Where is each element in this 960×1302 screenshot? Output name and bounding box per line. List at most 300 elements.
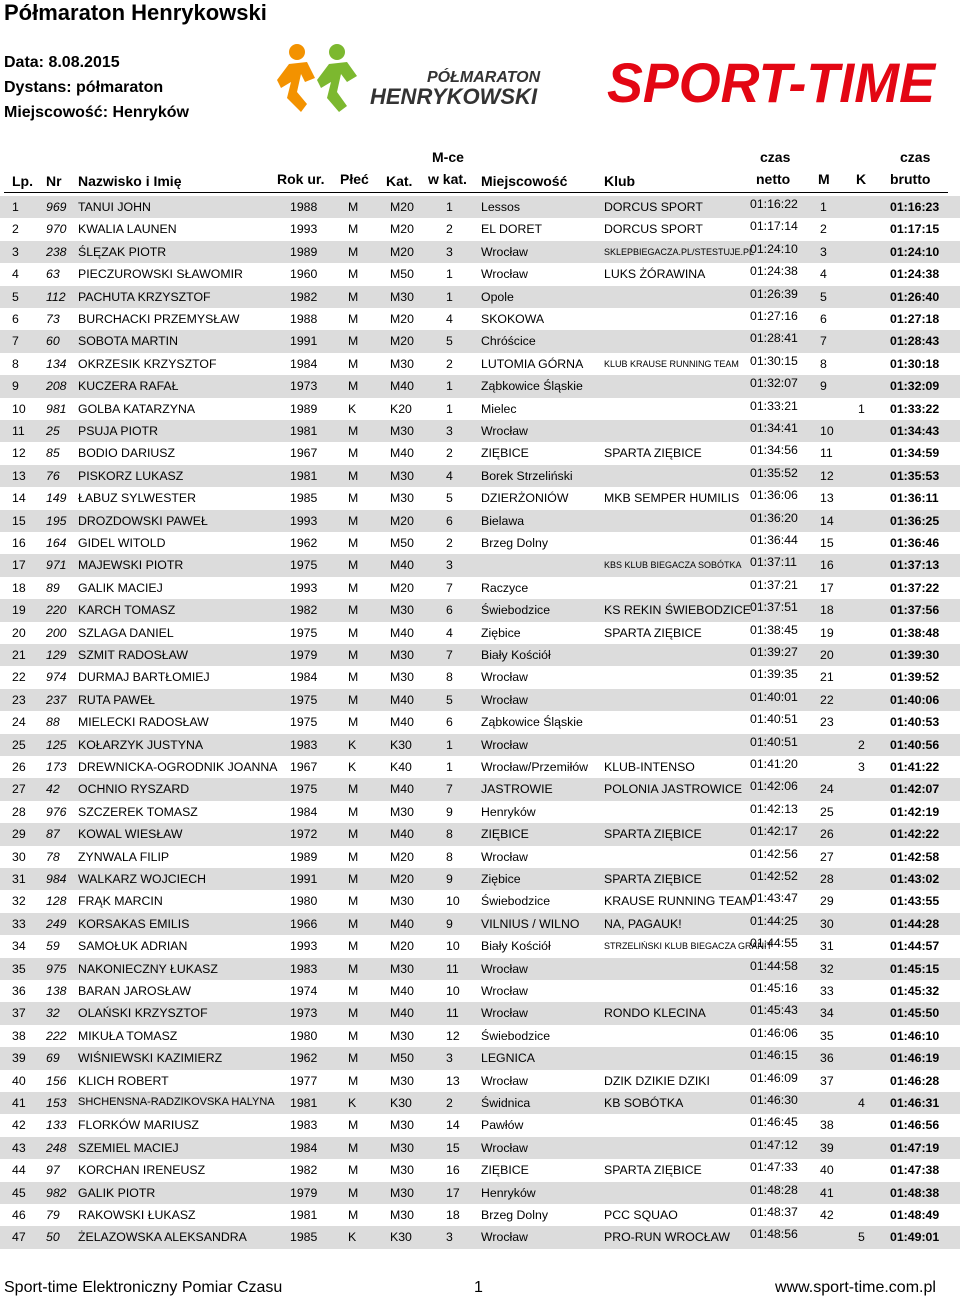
cell-klub: KLUB-INTENSO bbox=[604, 760, 695, 774]
cell-netto: 01:40:01 bbox=[750, 689, 798, 704]
cell-m: 35 bbox=[820, 1028, 834, 1043]
col-netto-bottom: netto bbox=[756, 171, 791, 187]
cell-lp: 9 bbox=[12, 379, 19, 394]
cell-rok: 1977 bbox=[290, 1073, 318, 1088]
cell-mk: 1 bbox=[446, 289, 453, 304]
cell-kat: M20 bbox=[390, 849, 414, 864]
cell-nr: 195 bbox=[46, 513, 67, 528]
cell-brutto: 01:40:56 bbox=[890, 737, 940, 752]
cell-lp: 37 bbox=[12, 1006, 26, 1021]
cell-mk: 11 bbox=[446, 961, 459, 976]
col-mk-bottom: w kat. bbox=[428, 171, 467, 187]
col-brutto-bottom: brutto bbox=[890, 171, 931, 187]
cell-kat: M40 bbox=[390, 916, 414, 931]
cell-msc: Henryków bbox=[481, 804, 536, 819]
cell-msc: Henryków bbox=[481, 1185, 536, 1200]
cell-name: DURMAJ BARTŁOMIEJ bbox=[78, 670, 210, 685]
cell-m: 36 bbox=[820, 1051, 834, 1066]
cell-name: PIECZUROWSKI SŁAWOMIR bbox=[78, 267, 243, 282]
table-row bbox=[0, 958, 960, 980]
cell-kat: M40 bbox=[390, 715, 414, 730]
cell-nr: 149 bbox=[46, 491, 67, 506]
cell-netto: 01:47:12 bbox=[750, 1137, 798, 1152]
cell-brutto: 01:36:46 bbox=[890, 536, 940, 550]
cell-lp: 17 bbox=[12, 558, 26, 573]
cell-nr: 238 bbox=[46, 244, 67, 259]
cell-rok: 1991 bbox=[290, 334, 318, 349]
cell-nr: 982 bbox=[46, 1185, 67, 1200]
cell-brutto: 01:42:58 bbox=[890, 849, 940, 864]
cell-kat: K20 bbox=[390, 401, 412, 416]
cell-mk: 15 bbox=[446, 1140, 460, 1155]
cell-mk: 10 bbox=[446, 984, 460, 998]
cell-plec: M bbox=[348, 468, 359, 483]
table-row bbox=[0, 554, 960, 576]
cell-lp: 39 bbox=[12, 1051, 26, 1066]
cell-brutto: 01:17:15 bbox=[890, 222, 940, 237]
footer-left: Sport-time Elektroniczny Pomiar Czasu bbox=[4, 1279, 283, 1296]
table-row bbox=[0, 398, 960, 420]
cell-netto: 01:46:45 bbox=[750, 1115, 798, 1130]
cell-name: ZYNWALA FILIP bbox=[78, 849, 170, 864]
cell-lp: 31 bbox=[12, 872, 26, 886]
cell-brutto: 01:30:18 bbox=[890, 356, 940, 371]
cell-msc: Brzeg Dolny bbox=[481, 1208, 548, 1222]
cell-brutto: 01:47:38 bbox=[890, 1163, 940, 1178]
cell-mk: 5 bbox=[446, 491, 453, 506]
cell-m: 34 bbox=[820, 1006, 834, 1021]
cell-brutto: 01:39:52 bbox=[890, 670, 940, 685]
cell-lp: 18 bbox=[12, 580, 26, 595]
cell-nr: 87 bbox=[46, 827, 60, 842]
cell-netto: 01:33:21 bbox=[750, 398, 798, 413]
cell-mk: 7 bbox=[446, 580, 453, 595]
cell-m: 32 bbox=[820, 961, 834, 976]
table-row bbox=[0, 1047, 960, 1069]
cell-kat: K30 bbox=[390, 1096, 412, 1110]
cell-m: 13 bbox=[820, 491, 834, 506]
cell-brutto: 01:24:38 bbox=[890, 267, 940, 282]
cell-mk: 3 bbox=[446, 424, 453, 438]
cell-m: 41 bbox=[820, 1185, 834, 1200]
cell-lp: 40 bbox=[12, 1073, 26, 1088]
col-brutto-top: czas bbox=[900, 149, 931, 165]
table-row bbox=[0, 1159, 960, 1181]
cell-plec: M bbox=[348, 692, 359, 707]
cell-name: KLICH ROBERT bbox=[78, 1073, 169, 1088]
cell-nr: 78 bbox=[46, 849, 60, 864]
cell-netto: 01:37:51 bbox=[750, 600, 798, 615]
table-row bbox=[0, 935, 960, 957]
cell-plec: M bbox=[348, 916, 359, 931]
cell-netto: 01:24:10 bbox=[750, 241, 798, 256]
cell-m: 24 bbox=[820, 782, 834, 797]
cell-nr: 237 bbox=[46, 692, 67, 707]
cell-k: 2 bbox=[858, 737, 865, 752]
table-row bbox=[0, 711, 960, 733]
cell-rok: 1991 bbox=[290, 872, 318, 886]
cell-msc: Pawłów bbox=[481, 1118, 524, 1133]
cell-m: 17 bbox=[820, 580, 834, 595]
col-name: Nazwisko i Imię bbox=[78, 173, 182, 189]
cell-klub: KS REKIN ŚWIEBODZICE bbox=[604, 603, 751, 618]
cell-msc: Biały Kościół bbox=[481, 939, 551, 954]
cell-klub: SPARTA ZIĘBICE bbox=[604, 827, 702, 842]
table-row bbox=[0, 778, 960, 800]
cell-rok: 1980 bbox=[290, 894, 318, 909]
cell-lp: 35 bbox=[12, 961, 26, 976]
cell-rok: 1989 bbox=[290, 849, 318, 864]
cell-kat: M30 bbox=[390, 356, 414, 371]
cell-rok: 1985 bbox=[290, 491, 318, 506]
cell-plec: M bbox=[348, 334, 359, 349]
cell-m: 3 bbox=[820, 244, 827, 259]
table-row bbox=[0, 420, 960, 442]
cell-name: DREWNICKA-OGRODNIK JOANNA bbox=[78, 760, 278, 774]
cell-m: 2 bbox=[820, 222, 827, 237]
cell-netto: 01:45:43 bbox=[750, 1003, 798, 1018]
cell-rok: 1988 bbox=[290, 200, 318, 214]
cell-m: 8 bbox=[820, 356, 827, 371]
cell-name: OKRZESIK KRZYSZTOF bbox=[78, 356, 217, 371]
cell-nr: 63 bbox=[46, 267, 60, 282]
cell-kat: K30 bbox=[390, 737, 412, 752]
cell-lp: 45 bbox=[12, 1185, 26, 1200]
table-row bbox=[0, 1226, 960, 1248]
cell-lp: 24 bbox=[12, 715, 26, 730]
cell-brutto: 01:36:25 bbox=[890, 513, 940, 528]
cell-lp: 33 bbox=[12, 916, 26, 931]
cell-plec: K bbox=[348, 401, 357, 416]
cell-klub: SPARTA ZIĘBICE bbox=[604, 446, 702, 461]
cell-plec: M bbox=[348, 312, 359, 326]
cell-rok: 1982 bbox=[290, 1163, 318, 1178]
cell-m: 27 bbox=[820, 849, 834, 864]
cell-plec: M bbox=[348, 379, 359, 394]
cell-rok: 1983 bbox=[290, 961, 318, 976]
table-row bbox=[0, 510, 960, 532]
cell-lp: 43 bbox=[12, 1140, 26, 1155]
cell-m: 31 bbox=[820, 939, 834, 954]
cell-kat: M20 bbox=[390, 334, 414, 349]
cell-name: FRĄK MARCIN bbox=[78, 894, 163, 909]
cell-nr: 200 bbox=[46, 625, 67, 640]
cell-klub: DORCUS SPORT bbox=[604, 200, 703, 214]
cell-msc: Świdnica bbox=[481, 1096, 531, 1110]
cell-nr: 222 bbox=[46, 1028, 67, 1043]
cell-netto: 01:39:35 bbox=[750, 667, 798, 682]
table-row bbox=[0, 308, 960, 330]
cell-kat: M40 bbox=[390, 692, 414, 707]
cell-kat: M20 bbox=[390, 200, 414, 214]
cell-plec: M bbox=[348, 1051, 359, 1066]
cell-plec: M bbox=[348, 1073, 359, 1088]
cell-mk: 13 bbox=[446, 1073, 460, 1088]
cell-rok: 1980 bbox=[290, 1028, 318, 1043]
cell-lp: 2 bbox=[12, 222, 19, 237]
cell-nr: 969 bbox=[46, 200, 67, 214]
cell-kat: M30 bbox=[390, 491, 414, 506]
cell-klub: MKB SEMPER HUMILIS bbox=[604, 491, 740, 506]
table-row bbox=[0, 532, 960, 554]
cell-rok: 1979 bbox=[290, 648, 318, 662]
cell-m: 20 bbox=[820, 648, 834, 662]
cell-mk: 1 bbox=[446, 200, 453, 214]
cell-lp: 11 bbox=[12, 424, 25, 438]
cell-netto: 01:35:52 bbox=[750, 465, 798, 480]
cell-rok: 1973 bbox=[290, 379, 318, 394]
cell-kat: M40 bbox=[390, 827, 414, 842]
cell-nr: 138 bbox=[46, 984, 67, 998]
cell-nr: 88 bbox=[46, 715, 60, 730]
cell-brutto: 01:46:10 bbox=[890, 1028, 940, 1043]
race-place: Miejscowość: Henryków bbox=[4, 104, 189, 121]
cell-plec: M bbox=[348, 1140, 359, 1155]
footer-right: www.sport-time.com.pl bbox=[775, 1279, 936, 1296]
cell-kat: M50 bbox=[390, 1051, 414, 1066]
table-row bbox=[0, 286, 960, 308]
cell-brutto: 01:42:22 bbox=[890, 827, 940, 842]
cell-rok: 1989 bbox=[290, 401, 318, 416]
cell-msc: EL DORET bbox=[481, 222, 543, 237]
cell-netto: 01:44:58 bbox=[750, 958, 798, 973]
cell-lp: 12 bbox=[12, 446, 26, 461]
cell-rok: 1967 bbox=[290, 446, 318, 461]
cell-brutto: 01:33:22 bbox=[890, 401, 940, 416]
runner-green-icon bbox=[317, 44, 357, 112]
cell-msc: Wrocław bbox=[481, 849, 528, 864]
cell-lp: 44 bbox=[12, 1163, 26, 1178]
cell-name: KORSAKAS EMILIS bbox=[78, 916, 190, 931]
table-row bbox=[0, 801, 960, 823]
cell-brutto: 01:48:49 bbox=[890, 1208, 940, 1222]
cell-msc: Ziębice bbox=[481, 625, 521, 640]
cell-mk: 9 bbox=[446, 804, 453, 819]
cell-msc: Wrocław/Przemiłów bbox=[481, 760, 589, 774]
cell-rok: 1975 bbox=[290, 692, 318, 707]
cell-plec: M bbox=[348, 827, 359, 842]
cell-mk: 5 bbox=[446, 334, 453, 349]
cell-plec: M bbox=[348, 894, 359, 909]
cell-nr: 153 bbox=[46, 1096, 67, 1110]
cell-brutto: 01:27:18 bbox=[890, 312, 940, 326]
cell-msc: Świebodzice bbox=[481, 894, 551, 909]
cell-brutto: 01:48:38 bbox=[890, 1185, 940, 1200]
cell-mk: 3 bbox=[446, 1230, 453, 1245]
cell-name: OCHNIO RYSZARD bbox=[78, 782, 190, 797]
cell-mk: 3 bbox=[446, 244, 453, 259]
cell-brutto: 01:16:23 bbox=[890, 200, 940, 214]
cell-msc: Ząbkowice Śląskie bbox=[481, 715, 583, 730]
cell-nr: 89 bbox=[46, 580, 60, 595]
cell-netto: 01:41:20 bbox=[750, 757, 798, 771]
cell-m: 16 bbox=[820, 558, 834, 573]
cell-m: 26 bbox=[820, 827, 834, 842]
cell-nr: 76 bbox=[46, 468, 60, 483]
cell-plec: K bbox=[348, 1230, 357, 1245]
cell-msc: SKOKOWA bbox=[481, 312, 545, 326]
table-row bbox=[0, 622, 960, 644]
cell-msc: Brzeg Dolny bbox=[481, 536, 548, 550]
cell-lp: 30 bbox=[12, 849, 26, 864]
col-kat: Kat. bbox=[386, 173, 413, 189]
cell-lp: 26 bbox=[12, 760, 26, 774]
cell-name: KOWAL WIESŁAW bbox=[78, 827, 183, 842]
cell-rok: 1982 bbox=[290, 603, 318, 618]
cell-msc: ZIĘBICE bbox=[481, 827, 529, 842]
cell-nr: 42 bbox=[46, 782, 60, 797]
cell-netto: 01:17:14 bbox=[750, 219, 798, 234]
table-row bbox=[0, 1182, 960, 1204]
cell-m: 28 bbox=[820, 872, 834, 886]
cell-rok: 1979 bbox=[290, 1185, 318, 1200]
cell-mk: 11 bbox=[446, 1006, 459, 1021]
cell-msc: Wrocław bbox=[481, 961, 528, 976]
cell-rok: 1982 bbox=[290, 289, 318, 304]
cell-klub: PRO-RUN WROCŁAW bbox=[604, 1230, 730, 1245]
cell-mk: 18 bbox=[446, 1208, 460, 1222]
cell-plec: M bbox=[348, 984, 359, 998]
table-row bbox=[0, 465, 960, 487]
cell-msc: Wrocław bbox=[481, 1140, 528, 1155]
cell-msc: Ząbkowice Śląskie bbox=[481, 379, 583, 394]
cell-name: ŁABUZ SYLWESTER bbox=[78, 491, 196, 506]
cell-name: GIDEL WITOLD bbox=[78, 536, 166, 550]
cell-rok: 1975 bbox=[290, 625, 318, 640]
cell-plec: M bbox=[348, 580, 359, 595]
cell-msc: DZIERŻONIÓW bbox=[481, 491, 569, 506]
cell-brutto: 01:34:59 bbox=[890, 446, 940, 461]
cell-rok: 1967 bbox=[290, 760, 318, 774]
cell-rok: 1983 bbox=[290, 1118, 318, 1133]
cell-nr: 97 bbox=[46, 1163, 60, 1178]
cell-nr: 73 bbox=[46, 312, 60, 326]
cell-lp: 15 bbox=[12, 513, 26, 528]
cell-msc: Wrocław bbox=[481, 670, 528, 685]
table-row bbox=[0, 241, 960, 263]
cell-name: GOLBA KATARZYNA bbox=[78, 401, 196, 416]
cell-kat: M40 bbox=[390, 625, 414, 640]
cell-kat: M30 bbox=[390, 1073, 414, 1088]
cell-msc: Wrocław bbox=[481, 1073, 528, 1088]
cell-netto: 01:32:07 bbox=[750, 376, 798, 391]
cell-mk: 9 bbox=[446, 916, 453, 931]
cell-rok: 1988 bbox=[290, 312, 318, 326]
cell-mk: 1 bbox=[446, 379, 453, 394]
cell-m: 40 bbox=[820, 1163, 834, 1178]
cell-plec: M bbox=[348, 289, 359, 304]
cell-brutto: 01:46:28 bbox=[890, 1073, 940, 1088]
cell-msc: Wrocław bbox=[481, 984, 528, 998]
cell-nr: 164 bbox=[46, 536, 67, 550]
cell-k: 4 bbox=[858, 1096, 865, 1110]
cell-mk: 3 bbox=[446, 558, 453, 573]
cell-netto: 01:39:27 bbox=[750, 645, 798, 659]
cell-mk: 10 bbox=[446, 939, 460, 954]
cell-plec: M bbox=[348, 1006, 359, 1021]
cell-plec: M bbox=[348, 849, 359, 864]
cell-m: 5 bbox=[820, 289, 827, 304]
cell-msc: Lessos bbox=[481, 200, 520, 214]
col-mk-top: M-ce bbox=[432, 149, 464, 165]
cell-rok: 1981 bbox=[290, 424, 318, 438]
cell-nr: 981 bbox=[46, 401, 67, 416]
cell-m: 39 bbox=[820, 1140, 834, 1155]
cell-m: 29 bbox=[820, 894, 834, 909]
cell-nr: 976 bbox=[46, 804, 67, 819]
cell-mk: 2 bbox=[446, 222, 453, 237]
cell-plec: M bbox=[348, 222, 359, 237]
cell-kat: M20 bbox=[390, 513, 414, 528]
col-lp: Lp. bbox=[12, 173, 33, 189]
cell-nr: 984 bbox=[46, 872, 67, 886]
cell-netto: 01:26:39 bbox=[750, 286, 798, 301]
table-row bbox=[0, 218, 960, 240]
cell-brutto: 01:43:55 bbox=[890, 894, 940, 909]
cell-mk: 8 bbox=[446, 849, 453, 864]
cell-rok: 1993 bbox=[290, 222, 318, 237]
table-row bbox=[0, 1092, 960, 1114]
cell-lp: 1 bbox=[12, 200, 19, 214]
cell-name: MIKUŁA TOMASZ bbox=[78, 1028, 178, 1043]
table-row bbox=[0, 353, 960, 375]
cell-name: SZLAGA DANIEL bbox=[78, 625, 174, 640]
cell-name: SOBOTA MARTIN bbox=[78, 334, 178, 349]
cell-name: BURCHACKI PRZEMYSŁAW bbox=[78, 312, 240, 326]
cell-mk: 17 bbox=[446, 1185, 460, 1200]
cell-brutto: 01:40:53 bbox=[890, 715, 940, 730]
cell-plec: M bbox=[348, 670, 359, 685]
cell-netto: 01:45:16 bbox=[750, 981, 798, 995]
cell-lp: 6 bbox=[12, 312, 19, 326]
col-nr: Nr bbox=[46, 173, 62, 189]
cell-kat: K30 bbox=[390, 1230, 412, 1245]
cell-msc: Wrocław bbox=[481, 1230, 528, 1245]
cell-netto: 01:47:33 bbox=[750, 1160, 798, 1175]
cell-netto: 01:44:55 bbox=[750, 936, 798, 951]
cell-netto: 01:27:16 bbox=[750, 309, 798, 323]
cell-name: NAKONIECZNY ŁUKASZ bbox=[78, 961, 218, 976]
cell-netto: 01:16:22 bbox=[750, 197, 798, 211]
cell-netto: 01:43:47 bbox=[750, 891, 798, 906]
cell-kat: M30 bbox=[390, 468, 414, 483]
cell-mk: 1 bbox=[446, 760, 453, 774]
cell-klub: SPARTA ZIĘBICE bbox=[604, 872, 702, 886]
cell-m: 1 bbox=[820, 200, 827, 214]
cell-name: FLORKÓW MARIUSZ bbox=[78, 1118, 199, 1133]
col-msc: Miejscowość bbox=[481, 173, 568, 189]
cell-brutto: 01:36:11 bbox=[890, 491, 939, 506]
cell-netto: 01:48:56 bbox=[750, 1227, 798, 1242]
table-row bbox=[0, 577, 960, 599]
cell-msc: VILNIUS / WILNO bbox=[481, 916, 580, 931]
cell-rok: 1974 bbox=[290, 984, 318, 998]
cell-m: 10 bbox=[820, 424, 834, 438]
cell-netto: 01:30:15 bbox=[750, 353, 798, 368]
cell-lp: 13 bbox=[12, 468, 26, 483]
cell-netto: 01:48:37 bbox=[750, 1205, 798, 1219]
cell-kat: M30 bbox=[390, 1118, 414, 1133]
cell-nr: 249 bbox=[46, 916, 67, 931]
table-row bbox=[0, 330, 960, 352]
cell-lp: 4 bbox=[12, 267, 19, 282]
cell-brutto: 01:45:50 bbox=[890, 1006, 940, 1021]
cell-rok: 1989 bbox=[290, 244, 318, 259]
cell-netto: 01:37:11 bbox=[750, 555, 797, 570]
cell-msc: ZIĘBICE bbox=[481, 446, 529, 461]
cell-name: WALKARZ WOJCIECH bbox=[78, 872, 206, 886]
cell-nr: 69 bbox=[46, 1051, 60, 1066]
